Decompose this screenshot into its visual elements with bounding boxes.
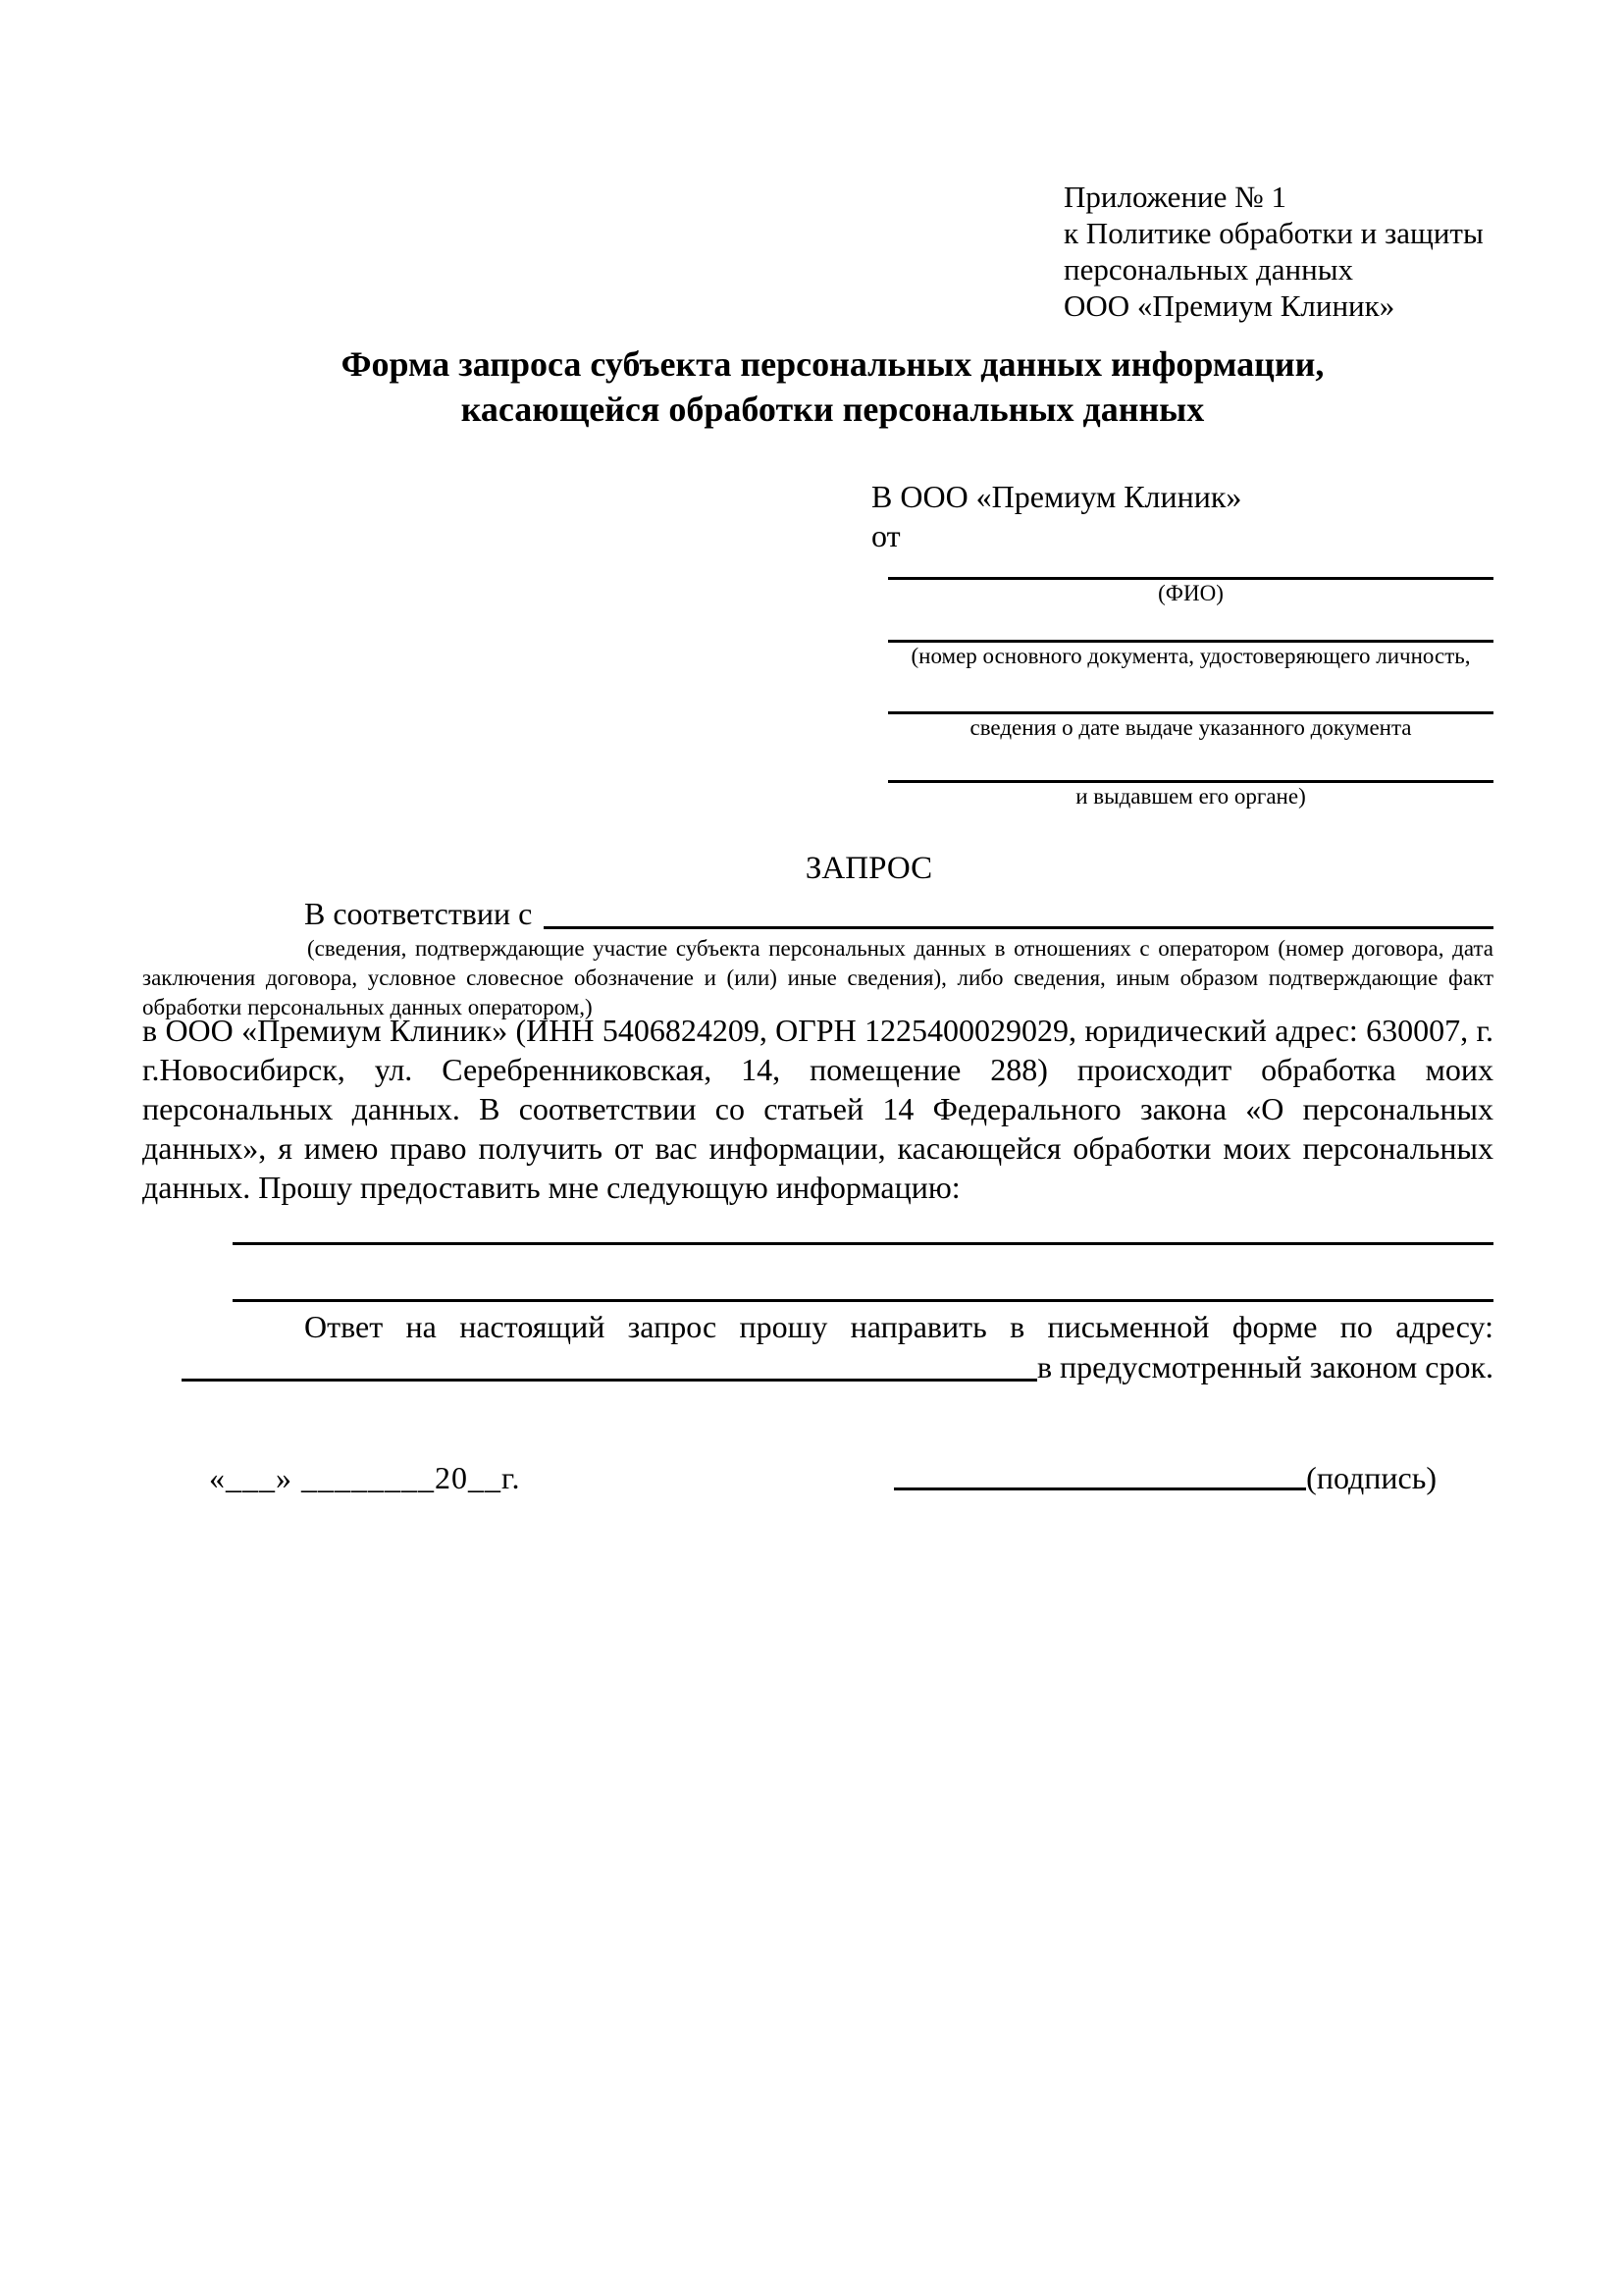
addressee-from-label: от	[871, 518, 901, 553]
request-heading: ЗАПРОС	[805, 851, 933, 886]
signature-caption: (подпись)	[1306, 1460, 1437, 1495]
appendix-header-line: персональных данных	[1064, 252, 1354, 287]
basis-note: (сведения, подтверждающие участие субъекта персональных данных в отношениях с оператором (номер договора, дата заключения договора, условное словесное обозначение и (или) иные сведения), либо сведения, иным образом подтверждающие факт обработки персональных данных оператором,)	[142, 936, 1493, 1019]
reply-suffix: в предусмотренный законом срок.	[1036, 1349, 1493, 1384]
identity-document-caption: (номер основного документа, удостоверяющего личность,	[911, 644, 1471, 668]
info-blank-line-1[interactable]	[233, 1242, 1493, 1245]
form-title-line2: касающейся обработки персональных данных	[460, 390, 1205, 429]
issuing-authority-blank-line[interactable]	[888, 742, 1493, 783]
address-blank-line[interactable]	[182, 1379, 1037, 1382]
form-title-line1: Форма запроса субъекта персональных данных информации,	[340, 344, 1325, 384]
fio-caption: (ФИО)	[1158, 581, 1224, 605]
request-body: в ООО «Премиум Клиник» (ИНН 5406824209, ОГРН 1225400029029, юридический адрес: 630007, г. г.Новосибирск, ул. Серебренниковская, 14, помещение 288) происходит обработка моих персональных данных. В соответствии со статьей 14 Федерального закона «О персональных данных», я имею право получить от вас информации, касающейся обработки моих персональных данных. Прошу предоставить мне следующую информацию:	[142, 1013, 1493, 1205]
form-title	[142, 341, 1493, 432]
addressee-block	[871, 477, 1493, 810]
appendix-header	[1064, 179, 1484, 324]
appendix-header-line: Приложение № 1	[1064, 180, 1286, 214]
reply-request: Ответ на настоящий запрос прошу направить в письменной форме по адресу:	[304, 1309, 1493, 1344]
appendix-header-line: к Политике обработки и защиты	[1064, 216, 1484, 250]
signature-blank-line[interactable]	[894, 1487, 1306, 1490]
basis-section	[142, 893, 1493, 1022]
reply-section	[142, 1307, 1493, 1387]
issue-date-blank-line[interactable]	[888, 670, 1493, 714]
issue-date-caption: сведения о дате выдаче указанного документа	[969, 715, 1412, 740]
fio-blank-line[interactable]	[888, 555, 1493, 580]
issuing-authority-caption: и выдавшем его органе)	[1075, 784, 1306, 809]
basis-blank-line[interactable]	[544, 926, 1493, 929]
date-field[interactable]: «___» ________20__г.	[209, 1460, 521, 1495]
identity-document-blank-line[interactable]	[888, 607, 1493, 643]
basis-prefix: В соответствии с	[304, 896, 533, 931]
addressee-to: В ООО «Премиум Клиник»	[871, 479, 1242, 514]
appendix-header-line: ООО «Премиум Клиник»	[1064, 288, 1395, 323]
signature-row	[142, 1458, 1493, 1497]
info-blank-line-2[interactable]	[233, 1299, 1493, 1302]
